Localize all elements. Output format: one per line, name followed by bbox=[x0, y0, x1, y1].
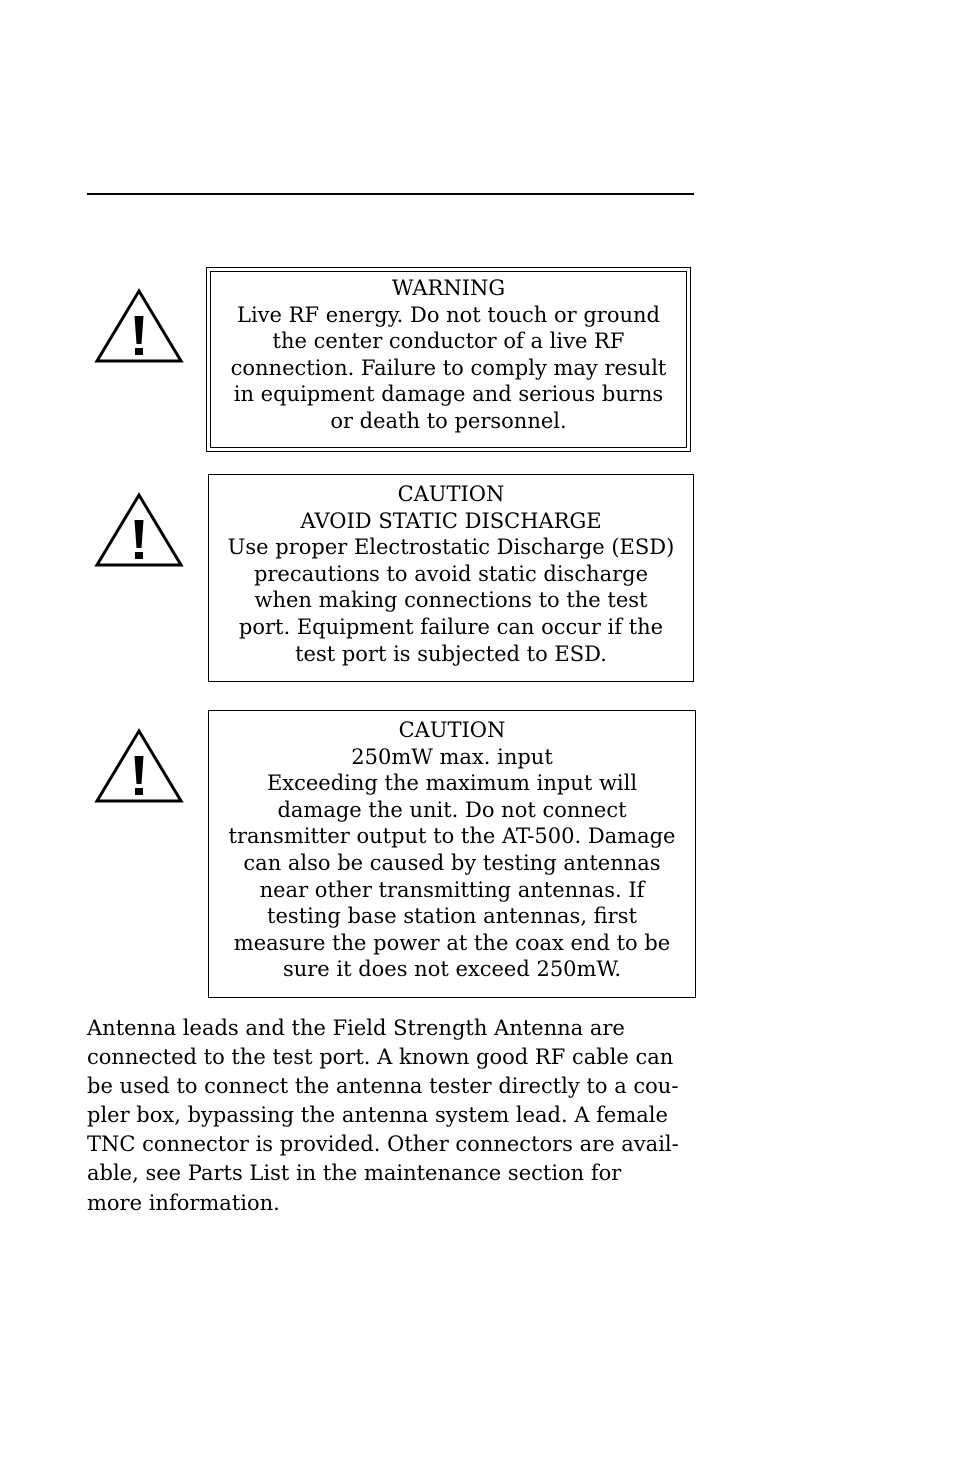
caution-power-text-line: transmitter output to the AT-500. Damage bbox=[228, 824, 676, 849]
caution-esd-text-line: precautions to avoid static discharge bbox=[253, 561, 649, 586]
caution-esd-subheading: AVOID STATIC DISCHARGE bbox=[300, 508, 602, 533]
caution-power-text-line: sure it does not exceed 250mW. bbox=[282, 957, 622, 982]
warning-triangle-icon bbox=[94, 728, 184, 804]
warning-triangle-icon bbox=[94, 492, 184, 568]
paragraph-line: able, see Parts List in the maintenance section for bbox=[87, 1161, 622, 1186]
paragraph-line: connected to the test port. A known good RF cable can bbox=[87, 1045, 674, 1070]
caution-power-text-line: measure the power at the coax end to be bbox=[233, 930, 671, 955]
warning-text-line: in equipment damage and serious burns bbox=[233, 382, 664, 407]
warning-triangle-icon bbox=[94, 288, 184, 364]
paragraph-line: TNC connector is provided. Other connectors are avail- bbox=[87, 1132, 679, 1157]
warning-heading: WARNING bbox=[391, 276, 506, 300]
paragraph-line: more information. bbox=[87, 1190, 280, 1215]
caution-esd-text-line: port. Equipment failure can occur if the bbox=[238, 614, 664, 639]
caution-power-subheading: 250mW max. input bbox=[351, 744, 553, 769]
caution-esd-box bbox=[208, 474, 694, 682]
body-paragraph bbox=[87, 1014, 707, 1218]
caution-power-heading: CAUTION bbox=[398, 718, 506, 742]
caution-power-text-line: can also be caused by testing antennas bbox=[243, 850, 661, 875]
paragraph-line: pler box, bypassing the antenna system lead. A female bbox=[87, 1103, 668, 1128]
warning-text-line: Live RF energy. Do not touch or ground bbox=[237, 302, 660, 327]
warning-box bbox=[210, 271, 687, 448]
paragraph-line: be used to connect the antenna tester directly to a cou- bbox=[87, 1074, 679, 1099]
paragraph-line: Antenna leads and the Field Strength Antenna are bbox=[87, 1016, 625, 1040]
caution-power-text-line: damage the unit. Do not connect bbox=[277, 797, 627, 822]
caution-power-text-line: Exceeding the maximum input will bbox=[266, 771, 638, 796]
caution-power-box bbox=[208, 710, 696, 998]
warning-text-line: or death to personnel. bbox=[330, 408, 567, 433]
header-rule bbox=[87, 193, 694, 195]
caution-esd-text-line: test port is subjected to ESD. bbox=[295, 641, 607, 666]
caution-esd-text-line: when making connections to the test bbox=[254, 588, 648, 613]
warning-text-line: the center conductor of a live RF bbox=[272, 329, 625, 354]
caution-esd-text-line: Use proper Electrostatic Discharge (ESD) bbox=[227, 535, 675, 560]
caution-power-text-line: near other transmitting antennas. If bbox=[259, 877, 645, 902]
caution-power-text-line: testing base station antennas, first bbox=[267, 904, 637, 929]
caution-esd-heading: CAUTION bbox=[397, 482, 505, 506]
warning-text-line: connection. Failure to comply may result bbox=[230, 355, 667, 380]
